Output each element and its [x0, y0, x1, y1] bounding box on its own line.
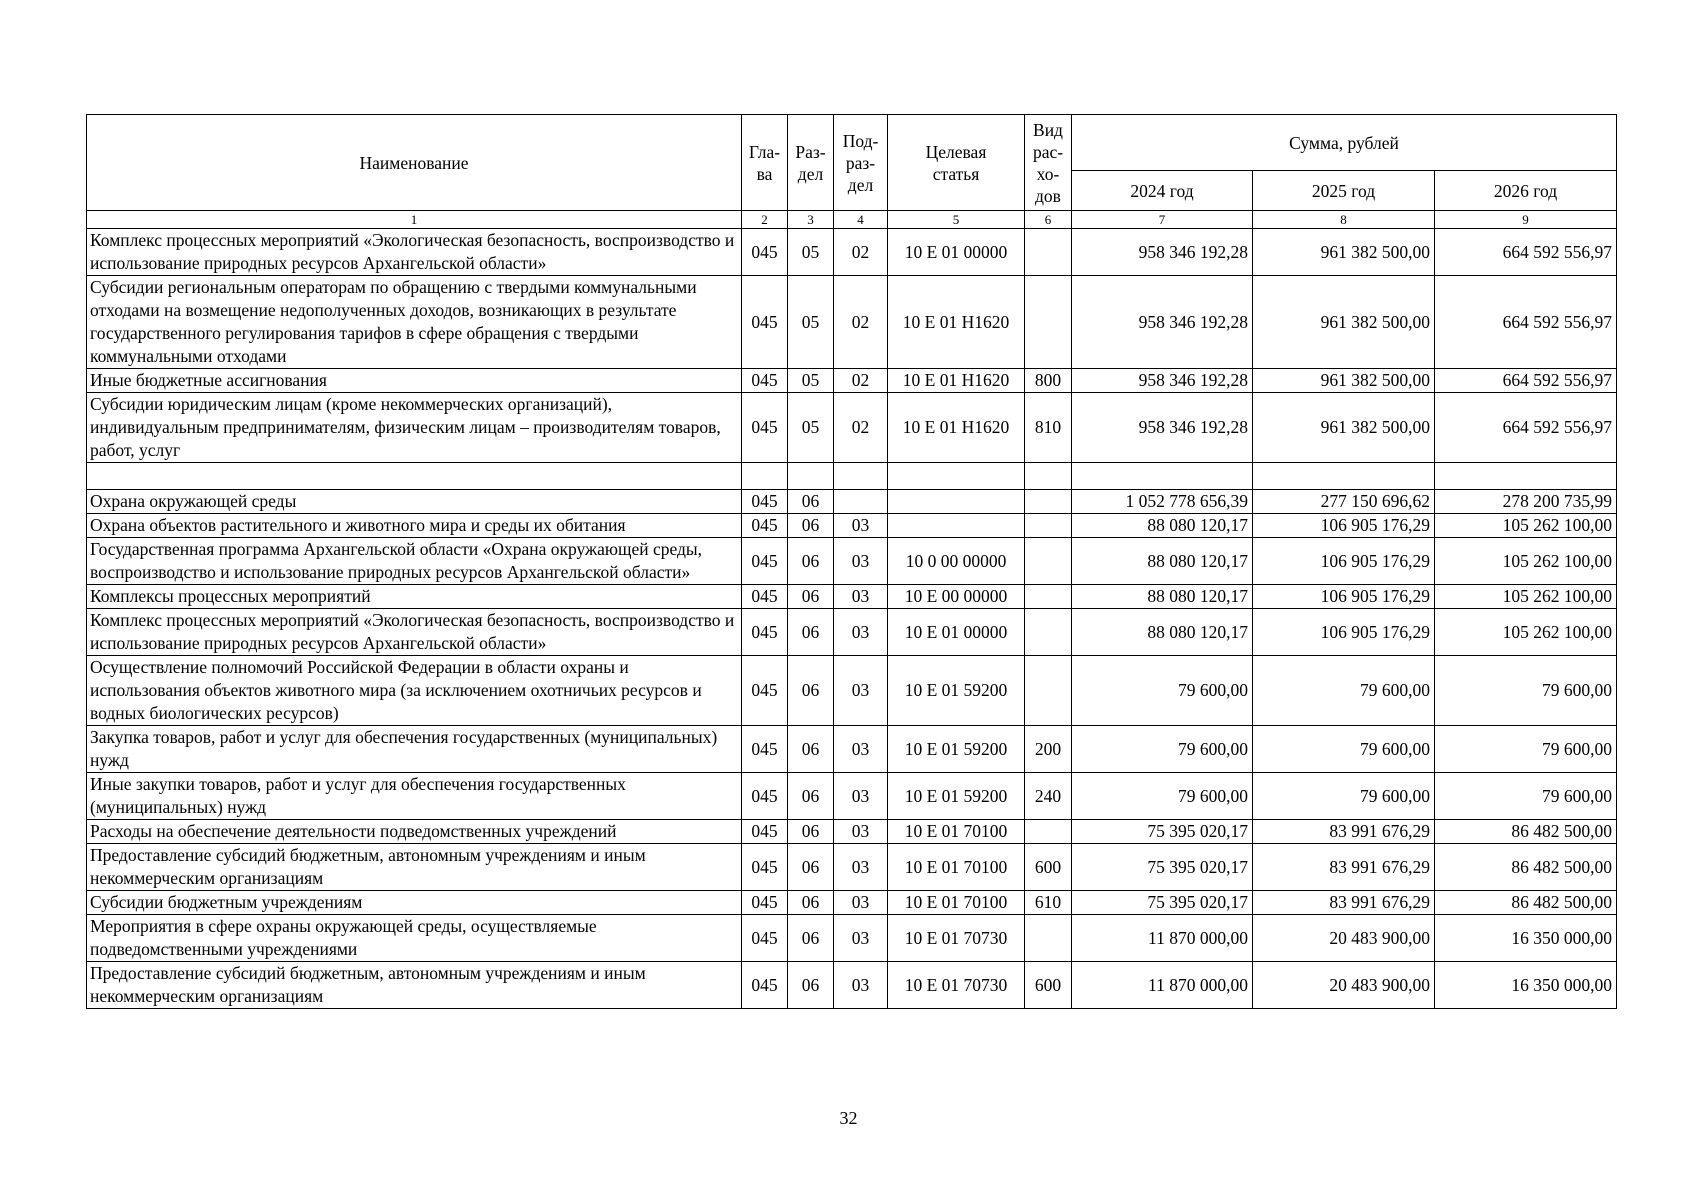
row-razdel: 05 [788, 369, 834, 393]
row-podrazdel: 02 [834, 276, 888, 369]
row-podrazdel: 02 [834, 369, 888, 393]
row-glava: 045 [742, 726, 788, 773]
row-vid: 600 [1025, 962, 1072, 1009]
row-amount-2026: 86 482 500,00 [1435, 820, 1617, 844]
table-row [87, 609, 1617, 656]
row-name: Осуществление полномочий Российской Федерации в области охраны и использования объектов животного мира (за исключением охотничьих ресурсов и водных биологических ресурсов) [87, 656, 742, 726]
row-celevaya [888, 490, 1025, 514]
row-amount-2025 [1253, 463, 1435, 490]
row-amount-2025: 106 905 176,29 [1253, 514, 1435, 538]
column-number: 5 [888, 211, 1025, 229]
row-celevaya [888, 514, 1025, 538]
row-vid [1025, 490, 1072, 514]
row-amount-2024: 958 346 192,28 [1072, 276, 1253, 369]
column-number: 3 [788, 211, 834, 229]
row-amount-2026: 16 350 000,00 [1435, 915, 1617, 962]
row-vid [1025, 609, 1072, 656]
row-podrazdel: 03 [834, 844, 888, 891]
page-number: 32 [839, 1108, 858, 1128]
row-vid [1025, 585, 1072, 609]
row-glava: 045 [742, 514, 788, 538]
row-amount-2026: 664 592 556,97 [1435, 229, 1617, 276]
row-amount-2025: 961 382 500,00 [1253, 369, 1435, 393]
table-row [87, 490, 1617, 514]
row-podrazdel: 03 [834, 585, 888, 609]
row-glava: 045 [742, 276, 788, 369]
row-podrazdel: 03 [834, 514, 888, 538]
row-glava: 045 [742, 229, 788, 276]
row-glava: 045 [742, 962, 788, 1009]
row-amount-2025: 106 905 176,29 [1253, 538, 1435, 585]
row-amount-2024: 88 080 120,17 [1072, 538, 1253, 585]
row-razdel: 06 [788, 726, 834, 773]
row-razdel: 06 [788, 609, 834, 656]
row-razdel: 06 [788, 585, 834, 609]
row-razdel: 06 [788, 962, 834, 1009]
row-razdel: 06 [788, 773, 834, 820]
table-row [87, 538, 1617, 585]
header-year-2025: 2025 год [1253, 171, 1435, 211]
row-amount-2024: 958 346 192,28 [1072, 229, 1253, 276]
row-podrazdel: 03 [834, 538, 888, 585]
column-number: 9 [1435, 211, 1617, 229]
header-razdel: Раз- дел [788, 115, 834, 211]
row-amount-2024: 79 600,00 [1072, 773, 1253, 820]
table-row [87, 229, 1617, 276]
row-name: Субсидии бюджетным учреждениям [87, 891, 742, 915]
row-podrazdel [834, 490, 888, 514]
row-amount-2024: 75 395 020,17 [1072, 891, 1253, 915]
column-number: 2 [742, 211, 788, 229]
row-razdel: 06 [788, 656, 834, 726]
row-celevaya: 10 Е 01 70730 [888, 962, 1025, 1009]
row-celevaya: 10 Е 01 Н1620 [888, 393, 1025, 463]
row-glava: 045 [742, 585, 788, 609]
row-glava: 045 [742, 915, 788, 962]
row-razdel: 06 [788, 514, 834, 538]
row-celevaya: 10 Е 01 Н1620 [888, 276, 1025, 369]
row-vid [1025, 463, 1072, 490]
row-podrazdel: 03 [834, 773, 888, 820]
row-amount-2025: 961 382 500,00 [1253, 229, 1435, 276]
row-name: Охрана окружающей среды [87, 490, 742, 514]
row-celevaya: 10 Е 01 59200 [888, 773, 1025, 820]
row-amount-2026: 105 262 100,00 [1435, 585, 1617, 609]
column-number: 7 [1072, 211, 1253, 229]
table-row [87, 276, 1617, 369]
row-glava: 045 [742, 891, 788, 915]
header-podrazdel: Под- раз- дел [834, 115, 888, 211]
row-amount-2026: 105 262 100,00 [1435, 609, 1617, 656]
row-celevaya: 10 Е 00 00000 [888, 585, 1025, 609]
row-amount-2024: 79 600,00 [1072, 726, 1253, 773]
row-name: Закупка товаров, работ и услуг для обеспечения государственных (муниципальных) нужд [87, 726, 742, 773]
row-amount-2026 [1435, 463, 1617, 490]
row-amount-2026: 664 592 556,97 [1435, 276, 1617, 369]
row-vid [1025, 538, 1072, 585]
row-amount-2025: 20 483 900,00 [1253, 962, 1435, 1009]
header-row-1 [87, 115, 1617, 171]
row-amount-2024: 75 395 020,17 [1072, 820, 1253, 844]
header-glava: Гла- ва [742, 115, 788, 211]
row-podrazdel [834, 463, 888, 490]
row-podrazdel: 03 [834, 891, 888, 915]
row-celevaya: 10 Е 01 59200 [888, 726, 1025, 773]
row-podrazdel: 03 [834, 609, 888, 656]
row-name: Охрана объектов растительного и животного мира и среды их обитания [87, 514, 742, 538]
table-row [87, 463, 1617, 490]
row-amount-2024: 11 870 000,00 [1072, 962, 1253, 1009]
row-name: Предоставление субсидий бюджетным, автономным учреждениям и иным некоммерческим организациям [87, 962, 742, 1009]
row-celevaya: 10 Е 01 00000 [888, 229, 1025, 276]
row-amount-2025: 79 600,00 [1253, 726, 1435, 773]
row-razdel: 06 [788, 844, 834, 891]
row-glava: 045 [742, 656, 788, 726]
table-row [87, 369, 1617, 393]
row-glava: 045 [742, 820, 788, 844]
row-razdel: 06 [788, 490, 834, 514]
row-name: Субсидии юридическим лицам (кроме некоммерческих организаций), индивидуальным предпринимателям, физическим лицам – производителям товаров, работ, услуг [87, 393, 742, 463]
row-name: Субсидии региональным операторам по обращению с твердыми коммунальными отходами на возмещение недополученных доходов, возникающих в результате государственного регулирования тарифов в сфере обращения с твердыми коммунальными отходами [87, 276, 742, 369]
row-name: Иные бюджетные ассигнования [87, 369, 742, 393]
row-podrazdel: 03 [834, 820, 888, 844]
column-number: 4 [834, 211, 888, 229]
table-row [87, 656, 1617, 726]
table-row [87, 585, 1617, 609]
row-podrazdel: 03 [834, 962, 888, 1009]
row-amount-2026: 664 592 556,97 [1435, 369, 1617, 393]
row-razdel: 06 [788, 538, 834, 585]
column-number: 1 [87, 211, 742, 229]
row-amount-2024: 958 346 192,28 [1072, 393, 1253, 463]
row-podrazdel: 02 [834, 229, 888, 276]
row-amount-2026: 79 600,00 [1435, 726, 1617, 773]
row-razdel: 06 [788, 820, 834, 844]
row-razdel [788, 463, 834, 490]
document-page [86, 114, 1616, 1009]
row-name: Расходы на обеспечение деятельности подведомственных учреждений [87, 820, 742, 844]
row-celevaya [888, 463, 1025, 490]
row-razdel: 06 [788, 915, 834, 962]
row-celevaya: 10 0 00 00000 [888, 538, 1025, 585]
row-name: Иные закупки товаров, работ и услуг для обеспечения государственных (муниципальных) нужд [87, 773, 742, 820]
row-vid: 800 [1025, 369, 1072, 393]
row-amount-2026: 278 200 735,99 [1435, 490, 1617, 514]
row-amount-2024: 79 600,00 [1072, 656, 1253, 726]
row-celevaya: 10 Е 01 59200 [888, 656, 1025, 726]
row-vid [1025, 514, 1072, 538]
row-vid [1025, 276, 1072, 369]
row-vid [1025, 229, 1072, 276]
row-amount-2024: 88 080 120,17 [1072, 585, 1253, 609]
table-body [87, 229, 1617, 1009]
header-vid: Вид рас- хо- дов [1025, 115, 1072, 211]
row-name: Мероприятия в сфере охраны окружающей среды, осуществляемые подведомственными учреждениями [87, 915, 742, 962]
row-glava: 045 [742, 538, 788, 585]
row-vid: 240 [1025, 773, 1072, 820]
column-number-row [87, 211, 1617, 229]
row-vid: 200 [1025, 726, 1072, 773]
row-amount-2024 [1072, 463, 1253, 490]
row-amount-2026: 105 262 100,00 [1435, 514, 1617, 538]
row-celevaya: 10 Е 01 70100 [888, 891, 1025, 915]
row-glava: 045 [742, 369, 788, 393]
row-name: Комплекс процессных мероприятий «Экологическая безопасность, воспроизводство и использование природных ресурсов Архангельской области» [87, 609, 742, 656]
row-amount-2025: 79 600,00 [1253, 773, 1435, 820]
row-amount-2024: 1 052 778 656,39 [1072, 490, 1253, 514]
row-celevaya: 10 Е 01 Н1620 [888, 369, 1025, 393]
row-glava: 045 [742, 490, 788, 514]
row-glava: 045 [742, 393, 788, 463]
budget-table [86, 114, 1617, 1009]
row-amount-2025: 961 382 500,00 [1253, 276, 1435, 369]
row-glava: 045 [742, 773, 788, 820]
column-number: 8 [1253, 211, 1435, 229]
row-amount-2026: 86 482 500,00 [1435, 844, 1617, 891]
header-summa: Сумма, рублей [1072, 115, 1617, 171]
row-amount-2025: 83 991 676,29 [1253, 891, 1435, 915]
row-podrazdel: 03 [834, 726, 888, 773]
table-row [87, 393, 1617, 463]
table-row [87, 726, 1617, 773]
row-vid: 810 [1025, 393, 1072, 463]
row-amount-2025: 83 991 676,29 [1253, 820, 1435, 844]
row-amount-2025: 106 905 176,29 [1253, 585, 1435, 609]
row-vid [1025, 915, 1072, 962]
row-amount-2026: 79 600,00 [1435, 773, 1617, 820]
table-row [87, 891, 1617, 915]
column-number: 6 [1025, 211, 1072, 229]
row-glava: 045 [742, 844, 788, 891]
row-vid: 600 [1025, 844, 1072, 891]
row-amount-2026: 16 350 000,00 [1435, 962, 1617, 1009]
row-name [87, 463, 742, 490]
header-year-2024: 2024 год [1072, 171, 1253, 211]
table-row [87, 915, 1617, 962]
row-celevaya: 10 Е 01 70100 [888, 820, 1025, 844]
row-celevaya: 10 Е 01 70730 [888, 915, 1025, 962]
row-amount-2025: 277 150 696,62 [1253, 490, 1435, 514]
table-row [87, 514, 1617, 538]
row-vid: 610 [1025, 891, 1072, 915]
row-amount-2026: 86 482 500,00 [1435, 891, 1617, 915]
table-row [87, 844, 1617, 891]
row-name: Комплексы процессных мероприятий [87, 585, 742, 609]
row-razdel: 05 [788, 276, 834, 369]
row-celevaya: 10 Е 01 70100 [888, 844, 1025, 891]
row-amount-2024: 958 346 192,28 [1072, 369, 1253, 393]
row-podrazdel: 03 [834, 656, 888, 726]
row-vid [1025, 820, 1072, 844]
row-razdel: 06 [788, 891, 834, 915]
row-amount-2024: 88 080 120,17 [1072, 514, 1253, 538]
row-name: Предоставление субсидий бюджетным, автономным учреждениям и иным некоммерческим организациям [87, 844, 742, 891]
header-year-2026: 2026 год [1435, 171, 1617, 211]
row-amount-2025: 20 483 900,00 [1253, 915, 1435, 962]
table-row [87, 820, 1617, 844]
row-amount-2025: 83 991 676,29 [1253, 844, 1435, 891]
row-glava: 045 [742, 609, 788, 656]
row-glava [742, 463, 788, 490]
row-amount-2025: 961 382 500,00 [1253, 393, 1435, 463]
row-name: Государственная программа Архангельской области «Охрана окружающей среды, воспроизводство и использование природных ресурсов Архангельской области» [87, 538, 742, 585]
header-name: Наименование [87, 115, 742, 211]
row-amount-2025: 106 905 176,29 [1253, 609, 1435, 656]
row-podrazdel: 02 [834, 393, 888, 463]
row-amount-2026: 105 262 100,00 [1435, 538, 1617, 585]
row-podrazdel: 03 [834, 915, 888, 962]
row-amount-2026: 664 592 556,97 [1435, 393, 1617, 463]
row-amount-2026: 79 600,00 [1435, 656, 1617, 726]
row-name: Комплекс процессных мероприятий «Экологическая безопасность, воспроизводство и использование природных ресурсов Архангельской области» [87, 229, 742, 276]
row-celevaya: 10 Е 01 00000 [888, 609, 1025, 656]
row-razdel: 05 [788, 393, 834, 463]
row-vid [1025, 656, 1072, 726]
table-row [87, 962, 1617, 1009]
row-razdel: 05 [788, 229, 834, 276]
row-amount-2024: 11 870 000,00 [1072, 915, 1253, 962]
row-amount-2024: 88 080 120,17 [1072, 609, 1253, 656]
header-celevaya: Целевая статья [888, 115, 1025, 211]
row-amount-2025: 79 600,00 [1253, 656, 1435, 726]
row-amount-2024: 75 395 020,17 [1072, 844, 1253, 891]
table-row [87, 773, 1617, 820]
